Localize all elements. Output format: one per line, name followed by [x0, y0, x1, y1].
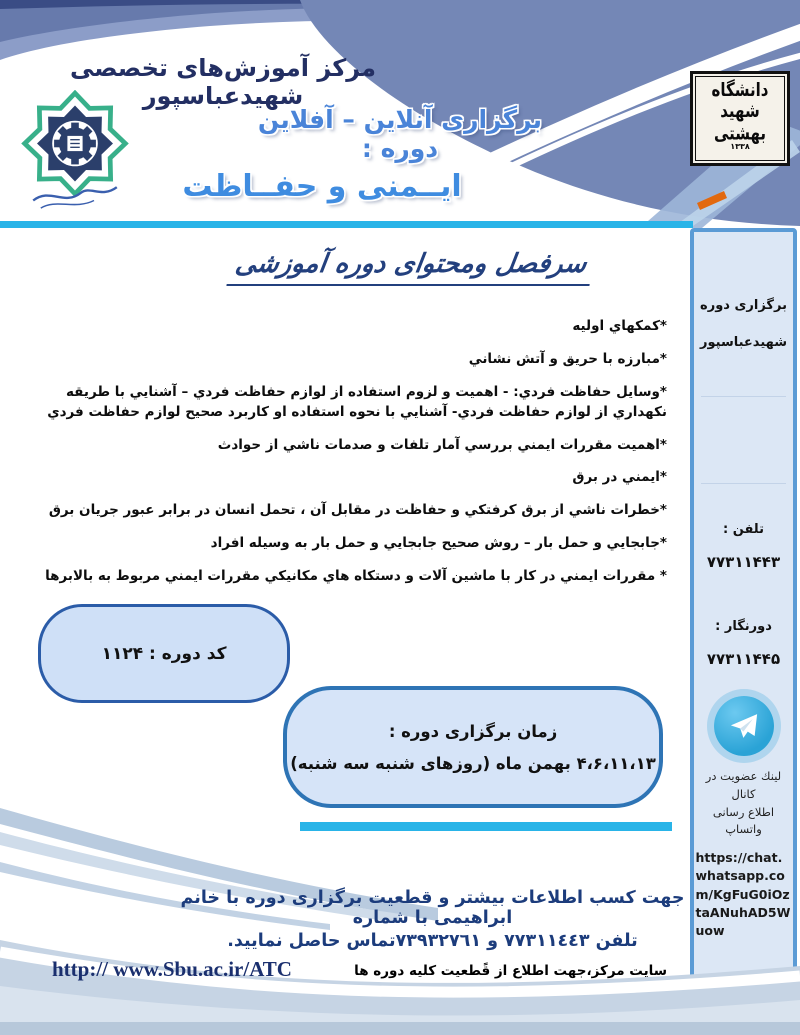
sidebar-org-line1: برگزاری دوره: [700, 298, 787, 313]
organization-title: مرکز آموزش‌های تخصصی شهیدعباسپور: [70, 54, 376, 110]
topic-item: *خطرات ناشي از برق كرفتكي و حفاظت در مقابل آن ، تحمل انسان در برابر عبور جريان برق: [48, 502, 667, 518]
header-cyan-divider: [0, 221, 693, 228]
delivery-mode-line: برگزاری آنلاین – آفلاین دوره :: [257, 105, 543, 163]
abbaspour-star-gear-emblem-icon: [18, 90, 132, 216]
contact-info-line1: جهت كسب اطلاعات بیشتر و قطعیت برگزاری دوره با خانم ابراهیمی با شماره: [180, 888, 685, 928]
fax-number: ۷۷۳۱۱۴۴۵: [706, 650, 781, 668]
topics-list: [31, 316, 667, 598]
syllabus-heading-text: سرفصل ومحتوای دوره آموزشی: [226, 249, 594, 286]
course-code-text: كد دوره : ۱۱۲۴: [101, 643, 227, 664]
channel-note-line1: لینك عضویت در كانال: [705, 769, 782, 801]
course-code-pill: [38, 604, 290, 703]
schedule-title: زمان برگزاری دوره :: [388, 721, 558, 741]
center-website-link[interactable]: http:// www.Sbu.ac.ir/ATC: [52, 957, 292, 981]
contact-info-line2: تلفن ۷۷۳۱۱٤٤۳ و ۷۳۹۳۲۷٦۱تماس حاصل نمایید.: [227, 931, 638, 951]
paper-plane-glyph: [724, 706, 764, 746]
topic-item: *جابجايي و حمل بار – روش صحيح جابجايي و حمل بار به وسيله افراد: [210, 534, 667, 551]
topic-item: *ايمني در برق: [572, 469, 667, 486]
sidebar-divider: [701, 483, 786, 484]
schedule-detail: ۴،۶،۱۱،۱۳ بهمن ماه (روزهای شنبه سه شنبه): [290, 753, 656, 773]
site-note: سایت مركز،جهت اطلاع از قًطعیت كلیه دوره ها: [354, 963, 667, 979]
university-logo-text: دانشگاه شهید بهشتی: [711, 78, 769, 145]
university-logo-year: ۱۳۳۸: [730, 141, 750, 151]
topic-item: *كمكهاي اوليه: [572, 318, 667, 334]
whatsapp-channel-link[interactable]: https://chat.whatsapp.com/KgFuG0iOztaANuhAD5Wuow: [695, 850, 791, 938]
telegram-icon[interactable]: [714, 696, 774, 756]
sidebar-divider: [701, 396, 786, 397]
university-logo: [690, 71, 790, 166]
phone-label: تلفن :: [723, 522, 764, 537]
topic-item: *وسايل حفاظت فردي: - اهميت و لزوم استفاده از لوازم حفاظت فردي – آشنايي با طريقه نكهداري از لوازم حفاظت فردي- آشنايي با نحوه استفاده او كاربرد صحيح لوازم حفاظت فردي: [47, 383, 667, 420]
topic-item: *اهميت مقررات ايمني بررسي آمار تلفات و صدمات ناشي از حوادث: [217, 436, 667, 453]
sidebar-org-line2: شهیدعباسپور: [700, 335, 787, 350]
course-title: ایــمنی و حفــاظت: [182, 169, 462, 204]
topic-item: * مقررات ايمني در كار با ماشين آلات و دستكاه هاي مكانيكي مقررات ايمني مربوط به بالابرها: [45, 567, 667, 584]
syllabus-heading: [160, 249, 660, 286]
channel-note-line2: اطلاع رسانی واتساپ: [712, 804, 775, 837]
phone-number: ۷۷۳۱۱۴۴۳: [706, 553, 781, 571]
topic-item: *مبارزه با حريق و آتش نشاني: [468, 350, 667, 367]
fax-label: دورنگار :: [715, 619, 772, 634]
